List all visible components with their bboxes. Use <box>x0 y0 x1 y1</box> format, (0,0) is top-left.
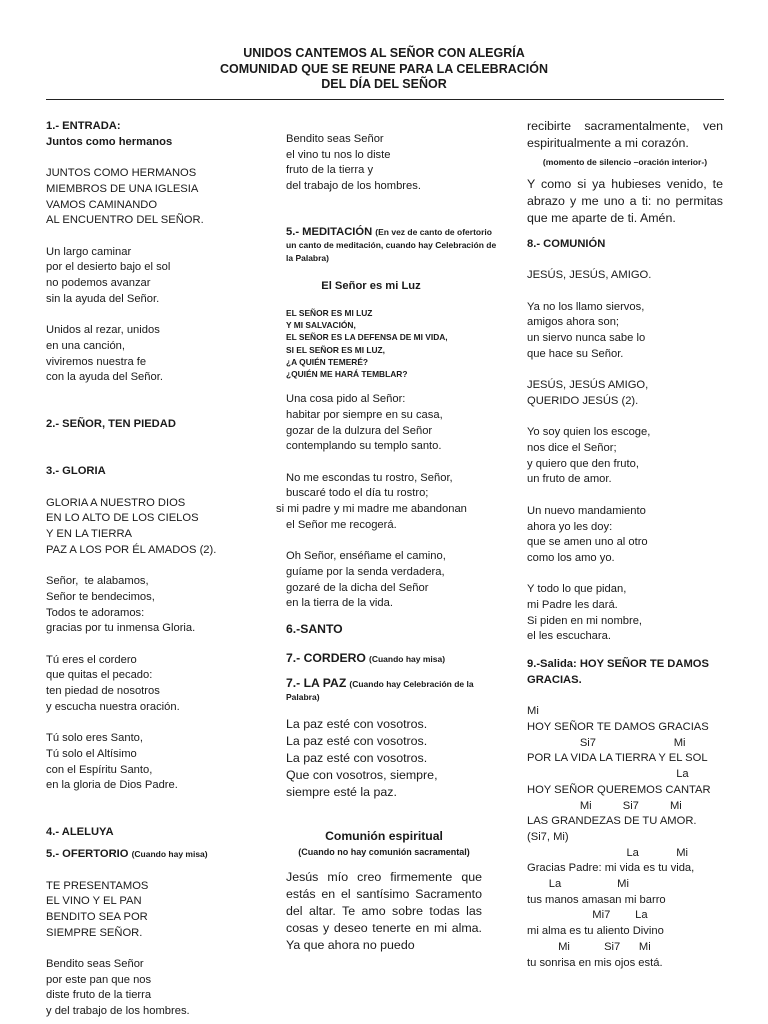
salida-title: 9.-Salida: HOY SEÑOR TE DAMOS GRACIAS. <box>527 658 709 686</box>
ofertorio-verse-2: Bendito seas Señor por este pan que nos diste fruto de la tierra y del trabajo de los hombres. <box>46 958 190 1018</box>
entrada-verse-1: JUNTOS COMO HERMANOS MIEMBROS DE UNA IGLESIA VAMOS CAMINANDO AL ENCUENTRO DEL SEÑOR. <box>46 167 204 227</box>
document-header <box>0 46 768 93</box>
salida-line: POR LA VIDA LA TIERRA Y EL SOL <box>527 752 708 765</box>
luz-verse-1: Una cosa pido al Señor: habitar por siempre en su casa, gozar de la dulzura del Señor contemplando su templo santo. <box>286 393 443 453</box>
entrada-subtitle: Juntos como hermanos <box>46 135 173 148</box>
gloria-verse-2: Señor, te alabamos, Señor te bendecimos, Todos te adoramos: gracias por tu inmensa Gloria. <box>46 575 196 635</box>
salida-line: mi alma es tu aliento Divino <box>527 925 664 938</box>
salida-lyrics <box>527 704 723 971</box>
comunion-espiritual-text: Jesús mío creo firmemente que estás en el santísimo Sacramento del altar. Te amo sobre todas las cosas y deseo tenerte en mi alma. Ya que ahora no puedo <box>286 870 482 953</box>
salida-line: Gracias Padre: mi vida es tu vida, <box>527 862 695 875</box>
salida-line: LAS GRANDEZAS DE TU AMOR. <box>527 815 697 828</box>
santo-title: 6.-SANTO <box>286 621 343 636</box>
entrada-verse-2: Un largo caminar por el desierto bajo el sol no podemos avanzar sin la ayuda del Señor. <box>46 245 171 305</box>
aleluya-title: 4.- ALELUYA <box>46 826 114 839</box>
header-divider <box>46 99 724 100</box>
meditacion-note: (En vez de canto de ofertorio un canto de meditación, cuando hay Celebración de la Palabra) <box>286 227 497 264</box>
gloria-verse-4: Tú solo eres Santo, Tú solo el Altísimo con el Espíritu Santo, en la gloria de Dios Padre. <box>46 732 178 792</box>
salida-line: La Mi <box>527 846 689 859</box>
luz-verse-2b: si mi padre y mi madre me abandonan <box>276 503 467 516</box>
comunion-espiritual-title: Comunión espiritual <box>325 829 443 844</box>
gloria-verse-1: GLORIA A NUESTRO DIOS EN LO ALTO DE LOS CIELOS Y EN LA TIERRA PAZ A LOS POR ÉL AMADOS (2). <box>46 496 217 556</box>
paz-verse: La paz esté con vosotros. La paz esté con vosotros. La paz esté con vosotros. Que con vosotros, siempre, siempre esté la paz. <box>286 717 438 800</box>
gloria-title: 3.- GLORIA <box>46 465 106 478</box>
salida-line: (Si7, Mi) <box>527 830 569 843</box>
column-3 <box>527 118 723 971</box>
luz-verse-2c: el Señor me recogerá. <box>286 518 397 531</box>
salida-line: La Mi <box>527 878 629 891</box>
cordero-heading <box>286 651 501 668</box>
salida-line: Mi7 La <box>527 909 648 922</box>
entrada-title: 1.- ENTRADA: <box>46 120 121 132</box>
salida-line: Mi Si7 Mi <box>527 799 682 812</box>
comunion-verse-1: Ya no los llamo siervos, amigos ahora son; un siervo nunca sabe lo que hace su Señor. <box>527 300 646 360</box>
header-line-1: UNIDOS CANTEMOS AL SEÑOR CON ALEGRÍA <box>243 46 525 60</box>
salida-line: Si7 Mi <box>527 736 686 749</box>
comunion-verse-2: JESÚS, JESÚS AMIGO, QUERIDO JESÚS (2). <box>527 379 649 407</box>
ofertorio-heading <box>46 847 266 863</box>
ofertorio-note: (Cuando hay misa) <box>131 849 208 860</box>
jesus-amigo-line: JESÚS, JESÚS, AMIGO. <box>527 269 652 282</box>
paz-heading <box>286 677 501 704</box>
salida-line: tu sonrisa en mis ojos está. <box>527 956 663 969</box>
meditacion-title: 5.- MEDITACIÓN <box>286 226 373 239</box>
luz-refrain: EL SEÑOR ES MI LUZ Y MI SALVACIÓN, EL SEÑOR ES LA DEFENSA DE MI VIDA, SI EL SEÑOR ES MI LUZ, ¿A QUIÉN TEMERÉ? ¿QUIÉN ME HARÁ TEMBLAR? <box>286 307 448 379</box>
salida-line: Mi Si7 Mi <box>527 940 651 953</box>
bendito-vino-verse: Bendito seas Señor el vino tu nos lo diste fruto de la tierra y del trabajo de los hombres. <box>286 133 421 193</box>
salida-line: tus manos amasan mi barro <box>527 893 666 906</box>
paz-note: (Cuando hay Celebración de la Palabra) <box>286 679 474 703</box>
luz-verse-2a: No me escondas tu rostro, Señor, buscaré todo el día tu rostro; <box>286 471 453 500</box>
ofertorio-title: 5.- OFERTORIO <box>46 848 129 861</box>
header-line-3: DEL DÍA DEL SEÑOR <box>321 77 447 92</box>
ofertorio-verse-1: TE PRESENTAMOS EL VINO Y EL PAN BENDITO SEA POR SIEMPRE SEÑOR. <box>46 879 149 939</box>
comunion-title: 8.- COMUNIÓN <box>527 238 606 250</box>
comunion-verse-3: Yo soy quien los escoge, nos dice el Señor; y quiero que den fruto, un fruto de amor. <box>527 426 651 486</box>
comunion-espiritual-closing: Y como si ya hubieses venido, te abrazo y me uno a ti: no permitas que me aparte de ti. Amén. <box>527 177 723 225</box>
silencio-note: (momento de silencio –oración interior-) <box>542 157 708 167</box>
salida-line: HOY SEÑOR QUEREMOS CANTAR <box>527 783 711 796</box>
meditacion-heading <box>286 226 501 265</box>
header-line-2: COMUNIDAD QUE SE REUNE PARA LA CELEBRACIÓN <box>219 61 549 76</box>
salida-line: HOY SEÑOR TE DAMOS GRACIAS <box>527 720 709 733</box>
paz-title: 7.- LA PAZ <box>286 676 347 691</box>
entrada-verse-3: Unidos al rezar, unidos en una canción, viviremos nuestra fe con la ayuda del Señor. <box>46 324 163 384</box>
comunion-espiritual-note: (Cuando no hay comunión sacramental) <box>298 847 470 858</box>
comunion-espiritual-continued: recibirte sacramentalmente, ven espiritualmente a mi corazón. <box>527 119 723 150</box>
cordero-note: (Cuando hay misa) <box>369 653 446 664</box>
salida-line: La <box>527 768 689 781</box>
salida-line: Mi <box>527 705 539 718</box>
gloria-verse-3: Tú eres el cordero que quitas el pecado: ten piedad de nosotros y escucha nuestra oración. <box>46 653 180 713</box>
column-1 <box>46 119 266 1020</box>
column-2 <box>276 132 501 954</box>
comunion-verse-4: Un nuevo mandamiento ahora yo les doy: que se amen uno al otro como los amo yo. <box>527 504 648 564</box>
luz-song-title: El Señor es mi Luz <box>321 280 421 293</box>
luz-verse-3: Oh Señor, enséñame el camino, guíame por la senda verdadera, gozaré de la dicha del Señor en la tierra de la vida. <box>286 550 446 610</box>
comunion-verse-5: Y todo lo que pidan, mi Padre les dará. Si piden en mi nombre, el les escuchara. <box>527 583 643 643</box>
senor-ten-piedad-title: 2.- SEÑOR, TEN PIEDAD <box>46 418 176 431</box>
cordero-title: 7.- CORDERO <box>286 650 366 665</box>
